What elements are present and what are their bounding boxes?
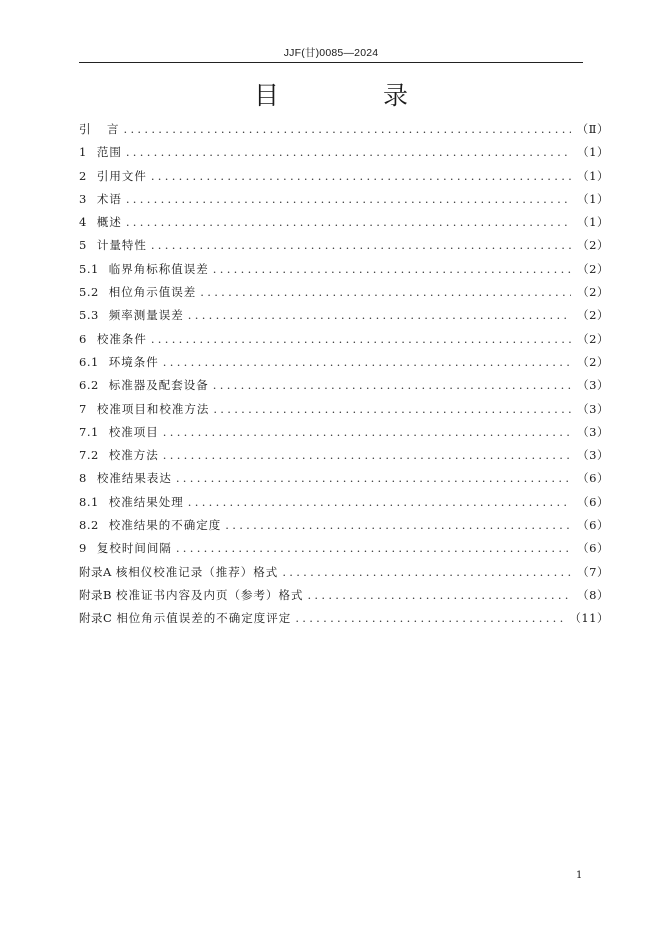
toc-leader-dots (188, 304, 571, 327)
toc-entry-page: （7） (577, 564, 609, 579)
toc-entry-page: （6） (577, 518, 609, 533)
toc-entry-label: 范围 (96, 145, 122, 160)
toc-entry-label: 校准结果的不确定度 (108, 518, 222, 533)
toc-entry-number: 8 (79, 471, 87, 486)
toc-leader-dots (307, 584, 571, 607)
toc-entry-label: 复校时间间隔 (96, 541, 172, 556)
toc-leader-dots (126, 211, 571, 234)
toc-entry-5-2[interactable] (79, 281, 609, 304)
toc-leader-dots (151, 165, 571, 188)
toc-entry-6-1[interactable] (79, 351, 609, 374)
toc-entry-page: （6） (577, 471, 609, 486)
toc-entry-page: （2） (577, 285, 609, 300)
toc-entry-page: （1） (577, 168, 609, 183)
toc-leader-dots (176, 467, 571, 490)
toc-leader-dots (126, 141, 571, 164)
toc-entry-page: （8） (577, 587, 609, 602)
toc-entry-number: 6.1 (79, 354, 99, 369)
toc-entry-page: （6） (577, 541, 609, 556)
toc-leader-dots (295, 607, 563, 630)
toc-entry-page: （11） (569, 611, 609, 626)
toc-entry-label: 校准项目和校准方法 (96, 401, 210, 416)
toc-entry-appendix-c[interactable] (79, 607, 609, 630)
toc-entry-7-1[interactable] (79, 421, 609, 444)
toc-entry-6-2[interactable] (79, 374, 609, 397)
toc-leader-dots (163, 421, 571, 444)
toc-entry-number: 7.2 (79, 448, 99, 463)
toc-entry-label: 临界角标称值误差 (108, 261, 209, 276)
toc-entry-8-2[interactable] (79, 514, 609, 537)
toc-entry-page: （3） (577, 448, 609, 463)
toc-entry-number: 7 (79, 401, 87, 416)
toc-entry-label: 标准器及配套设备 (108, 378, 209, 393)
toc-entry-page: （Ⅱ） (576, 122, 609, 136)
toc-leader-dots (126, 188, 571, 211)
toc-entry-label: 相位角示值误差的不确定度评定 (116, 611, 292, 626)
toc-entry-8-1[interactable] (79, 491, 609, 514)
toc-entry-number: 7.1 (79, 424, 99, 439)
toc-entry-number: 5 (79, 238, 87, 253)
toc-leader-dots (213, 258, 571, 281)
toc-leader-dots (213, 374, 571, 397)
toc-leader-dots (282, 561, 571, 584)
toc-entry-page: （2） (577, 261, 609, 276)
toc-entry-4[interactable] (79, 211, 609, 234)
toc-entry-label: 计量特性 (96, 238, 147, 253)
toc-entry-label: 引用文件 (96, 168, 147, 183)
toc-entry-page: （6） (577, 494, 609, 509)
toc-entry-number: 2 (79, 168, 87, 183)
toc-entry-label: 校准项目 (108, 424, 159, 439)
toc-entry-9[interactable] (79, 537, 609, 560)
toc-entry-appendix-b[interactable] (79, 584, 609, 607)
toc-entry-5-1[interactable] (79, 258, 609, 281)
toc-entry-number: 附录A (79, 564, 112, 579)
toc-leader-dots (151, 328, 571, 351)
header-divider (79, 62, 583, 63)
toc-entry-6[interactable] (79, 328, 609, 351)
toc-entry-3[interactable] (79, 188, 609, 211)
toc-entry-page: （2） (577, 238, 609, 253)
toc-entry-label: 核相仪校准记录（推荐）格式 (115, 564, 279, 579)
toc-entry-5[interactable] (79, 234, 609, 257)
toc-entry-number: 4 (79, 215, 87, 230)
toc-entry-number: 5.1 (79, 261, 99, 276)
toc-entry-number: 6 (79, 331, 87, 346)
toc-entry-number: 附录C (79, 611, 113, 626)
toc-entry-page: （3） (577, 401, 609, 416)
toc-leader-dots (124, 118, 571, 141)
table-of-contents (79, 118, 609, 631)
toc-entry-page: （1） (577, 145, 609, 160)
toc-leader-dots (188, 491, 571, 514)
toc-entry-number: 引 (79, 122, 91, 136)
document-code: JJF(甘)0085—2024 (283, 47, 379, 59)
toc-leader-dots (200, 281, 571, 304)
toc-entry-page: （2） (577, 331, 609, 346)
toc-entry-number: 附录B (79, 587, 112, 602)
toc-leader-dots (225, 514, 571, 537)
toc-entry-number: 5.3 (79, 308, 99, 323)
toc-entry-label: 言 (107, 122, 120, 136)
toc-entry-label: 校准结果处理 (108, 494, 184, 509)
toc-entry-label: 概述 (96, 215, 122, 230)
toc-leader-dots (163, 351, 571, 374)
toc-entry-7-2[interactable] (79, 444, 609, 467)
toc-entry-label: 术语 (96, 191, 122, 206)
toc-entry-label: 校准方法 (108, 448, 159, 463)
toc-entry-number: 6.2 (79, 378, 99, 393)
toc-leader-dots (213, 398, 571, 421)
toc-entry-page: （1） (577, 215, 609, 230)
toc-entry-label: 相位角示值误差 (108, 285, 197, 300)
toc-entry-number: 8.2 (79, 518, 99, 533)
page-number: 1 (576, 870, 583, 881)
toc-entry-2[interactable] (79, 165, 609, 188)
toc-entry-number: 1 (79, 145, 87, 160)
toc-leader-dots (151, 234, 571, 257)
toc-entry-page: （1） (577, 191, 609, 206)
toc-entry-label: 频率测量误差 (108, 308, 184, 323)
toc-entry-page: （3） (577, 378, 609, 393)
toc-entry-number: 5.2 (79, 285, 99, 300)
toc-entry-number: 8.1 (79, 494, 99, 509)
page-title: 目 录 (254, 81, 456, 110)
toc-entry-page: （2） (577, 308, 609, 323)
toc-leader-dots (176, 537, 571, 560)
toc-entry-page: （2） (577, 354, 609, 369)
toc-entry-number: 9 (79, 541, 87, 556)
toc-entry-appendix-a[interactable] (79, 561, 609, 584)
toc-entry-5-3[interactable] (79, 304, 609, 327)
toc-leader-dots (163, 444, 571, 467)
toc-entry-1[interactable] (79, 141, 609, 164)
toc-entry-label: 校准证书内容及内页（参考）格式 (115, 587, 304, 602)
toc-entry-label: 环境条件 (108, 354, 159, 369)
toc-entry-label: 校准结果表达 (96, 471, 172, 486)
toc-entry-7[interactable] (79, 398, 609, 421)
toc-entry-8[interactable] (79, 467, 609, 490)
toc-entry-label: 校准条件 (96, 331, 147, 346)
toc-entry-number: 3 (79, 191, 87, 206)
toc-entry-page: （3） (577, 424, 609, 439)
toc-entry-intro[interactable] (79, 118, 609, 141)
